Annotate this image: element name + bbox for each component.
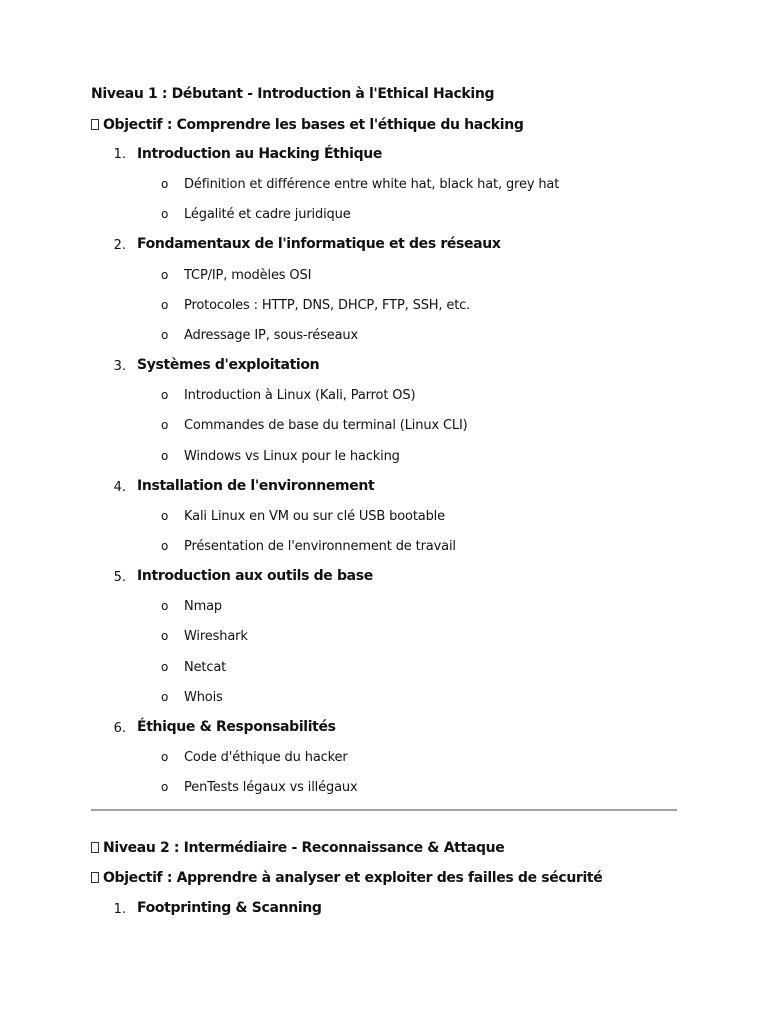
bullet-icon: o [161,629,169,643]
bullet-icon: o [161,599,169,613]
section-title: Footprinting & Scanning [137,900,322,916]
section-number: 1. [113,147,126,162]
section-number: 5. [113,570,126,585]
list-item: Commandes de base du terminal (Linux CLI) [184,418,468,433]
level1-objective [91,117,524,133]
list-item: Introduction à Linux (Kali, Parrot OS) [184,388,416,403]
list-item: Netcat [184,660,227,675]
bullet-icon: o [161,509,169,523]
section-title: Introduction aux outils de base [137,568,373,584]
bullet-icon: o [161,177,169,191]
bullet-icon: o [161,780,169,794]
bullet-icon: o [161,268,169,282]
level2-objective [91,870,602,886]
bullet-icon: o [161,418,169,432]
level2-objective-text: Objectif : Apprendre à analyser et exploiter des failles de sécurité [103,870,603,886]
missing-glyph-icon [91,872,99,883]
list-item: Wireshark [184,629,248,644]
list-item: Définition et différence entre white hat, black hat, grey hat [184,177,560,192]
bullet-icon: o [161,388,169,402]
bullet-icon: o [161,750,169,764]
list-item: Nmap [184,599,223,614]
level1-title: Niveau 1 : Débutant - Introduction à l'Ethical Hacking [91,86,495,102]
level2-title-text: Niveau 2 : Intermédiaire - Reconnaissance & Attaque [103,840,505,856]
list-item: Code d'éthique du hacker [184,750,348,765]
list-item: Protocoles : HTTP, DNS, DHCP, FTP, SSH, etc. [184,298,471,313]
bullet-icon: o [161,539,169,553]
section-title: Introduction au Hacking Éthique [137,146,383,162]
list-item: PenTests légaux vs illégaux [184,780,358,795]
bullet-icon: o [161,449,169,463]
bullet-icon: o [161,207,169,221]
bullet-icon: o [161,660,169,674]
section-number: 1. [113,902,126,917]
missing-glyph-icon [91,119,99,130]
section-title: Systèmes d'exploitation [137,357,320,373]
bullet-icon: o [161,328,169,342]
list-item: Kali Linux en VM ou sur clé USB bootable [184,509,445,524]
missing-glyph-icon [91,842,99,853]
section-title: Fondamentaux de l'informatique et des réseaux [137,236,501,252]
level1-objective-text: Objectif : Comprendre les bases et l'éthique du hacking [103,117,524,133]
section-number: 2. [113,238,126,253]
bullet-icon: o [161,690,169,704]
list-item: TCP/IP, modèles OSI [184,268,312,283]
bullet-icon: o [161,298,169,312]
list-item: Windows vs Linux pour le hacking [184,449,400,464]
section-title: Éthique & Responsabilités [137,719,336,735]
section-number: 6. [113,721,126,736]
level2-title [91,840,504,856]
section-title: Installation de l'environnement [137,478,375,494]
list-item: Présentation de l'environnement de travail [184,539,456,554]
list-item: Légalité et cadre juridique [184,207,351,222]
section-number: 4. [113,480,126,495]
list-item: Adressage IP, sous-réseaux [184,328,359,343]
section-number: 3. [113,359,126,374]
horizontal-divider [91,809,677,811]
list-item: Whois [184,690,223,705]
